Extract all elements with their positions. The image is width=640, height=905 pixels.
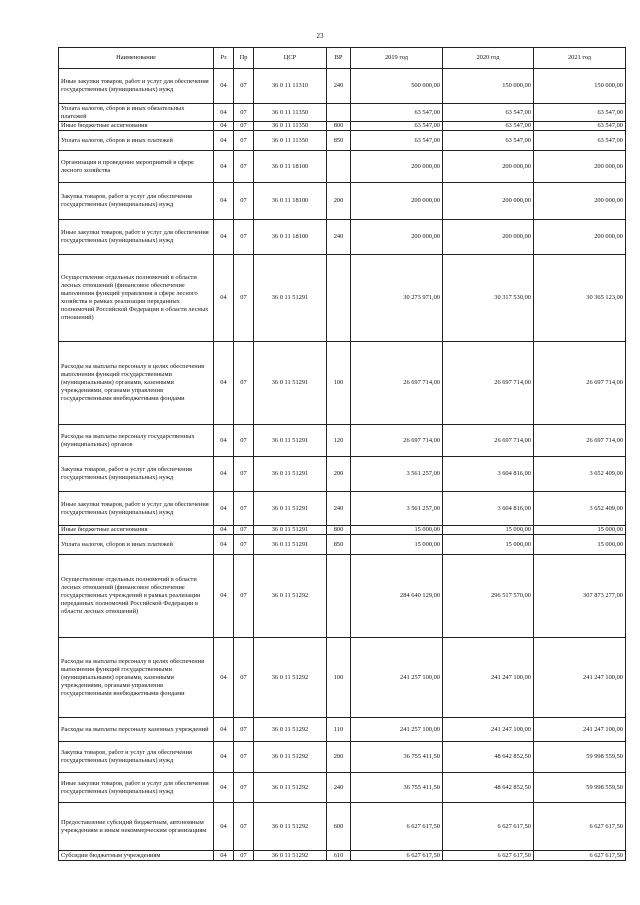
row-name-cell: Субсидии бюджетным учреждениям [59,851,214,861]
row-pr-cell: 07 [234,104,254,122]
row-csr-cell: 36 0 11 51292 [254,718,327,742]
row-rz-cell: 04 [214,457,234,492]
row-2020-cell: 200 000,00 [443,220,534,255]
row-csr-cell: 36 0 11 18100 [254,220,327,255]
table-row [59,803,626,851]
row-vr-cell: 240 [327,492,351,526]
row-name-cell: Иные закупки товаров, работ и услуг для обеспечения государственных (муниципальных) нужд [59,69,214,104]
row-2019-cell: 500 000,00 [351,69,443,104]
row-vr-cell: 100 [327,342,351,425]
row-csr-cell: 36 0 11 51292 [254,773,327,803]
table-row [59,526,626,535]
row-vr-cell: 200 [327,457,351,492]
row-csr-cell: 36 0 11 51292 [254,803,327,851]
row-pr-cell: 07 [234,803,254,851]
row-csr-cell: 36 0 11 11310 [254,69,327,104]
row-vr-cell [327,151,351,183]
row-2019-cell: 63 547,00 [351,122,443,131]
row-pr-cell: 07 [234,742,254,773]
row-2021-cell: 3 652 409,00 [534,457,626,492]
row-name-cell: Иные закупки товаров, работ и услуг для обеспечения государственных (муниципальных) нужд [59,492,214,526]
row-rz-cell: 04 [214,718,234,742]
row-rz-cell: 04 [214,104,234,122]
row-name-cell: Расходы на выплаты персоналу в целях обеспечения выполнения функций государственными (муниципальными) органами, казенными учреждениями, органами управления государственными внебюджетными фондами [59,638,214,718]
row-2021-cell: 15 000,00 [534,535,626,555]
row-pr-cell: 07 [234,183,254,220]
row-csr-cell: 36 0 11 11350 [254,131,327,151]
row-2020-cell: 48 642 852,50 [443,773,534,803]
table-row [59,492,626,526]
row-pr-cell: 07 [234,526,254,535]
row-2019-cell: 200 000,00 [351,151,443,183]
row-csr-cell: 36 0 11 51291 [254,535,327,555]
row-2021-cell: 6 627 617,50 [534,803,626,851]
row-2021-cell: 15 000,00 [534,526,626,535]
table-row [59,342,626,425]
row-rz-cell: 04 [214,425,234,457]
row-2020-cell: 63 547,00 [443,131,534,151]
row-2021-cell: 307 873 277,00 [534,555,626,638]
row-rz-cell: 04 [214,69,234,104]
row-pr-cell: 07 [234,718,254,742]
row-rz-cell: 04 [214,342,234,425]
row-2021-cell: 150 000,00 [534,69,626,104]
row-2020-cell: 15 000,00 [443,535,534,555]
row-2019-cell: 3 561 257,00 [351,457,443,492]
row-rz-cell: 04 [214,526,234,535]
row-2021-cell: 200 000,00 [534,151,626,183]
row-csr-cell: 36 0 11 18100 [254,183,327,220]
row-pr-cell: 07 [234,773,254,803]
row-name-cell: Закупка товаров, работ и услуг для обеспечения государственных (муниципальных) нужд [59,742,214,773]
row-vr-cell: 120 [327,425,351,457]
row-2020-cell: 3 604 816,00 [443,492,534,526]
row-2020-cell: 48 642 852,50 [443,742,534,773]
row-2019-cell: 26 697 714,00 [351,425,443,457]
row-2020-cell: 15 000,00 [443,526,534,535]
row-2020-cell: 200 000,00 [443,151,534,183]
row-2019-cell: 241 257 100,00 [351,718,443,742]
row-rz-cell: 04 [214,773,234,803]
row-vr-cell: 200 [327,742,351,773]
row-2021-cell: 241 247 100,00 [534,718,626,742]
row-vr-cell: 100 [327,638,351,718]
row-name-cell: Иные бюджетные ассигнования [59,122,214,131]
table-row [59,425,626,457]
row-2019-cell: 241 257 100,00 [351,638,443,718]
row-csr-cell: 36 0 11 51291 [254,425,327,457]
row-rz-cell: 04 [214,122,234,131]
row-csr-cell: 36 0 11 51291 [254,342,327,425]
header-2019: 2019 год [351,48,443,69]
row-2019-cell: 26 697 714,00 [351,342,443,425]
row-2020-cell: 200 000,00 [443,183,534,220]
row-pr-cell: 07 [234,131,254,151]
header-vr: ВР [327,48,351,69]
row-rz-cell: 04 [214,803,234,851]
budget-table [58,47,626,861]
row-rz-cell: 04 [214,220,234,255]
row-name-cell: Иные бюджетные ассигнования [59,526,214,535]
row-csr-cell: 36 0 11 51292 [254,555,327,638]
row-name-cell: Закупка товаров, работ и услуг для обеспечения государственных (муниципальных) нужд [59,457,214,492]
row-vr-cell: 600 [327,803,351,851]
row-2021-cell: 26 697 714,00 [534,425,626,457]
row-pr-cell: 07 [234,69,254,104]
row-2021-cell: 200 000,00 [534,183,626,220]
row-rz-cell: 04 [214,151,234,183]
row-vr-cell: 800 [327,122,351,131]
row-2019-cell: 63 547,00 [351,131,443,151]
row-vr-cell [327,104,351,122]
header-name: Наименование [59,48,214,69]
table-row [59,638,626,718]
table-row [59,718,626,742]
row-pr-cell: 07 [234,342,254,425]
row-2019-cell: 30 273 971,00 [351,255,443,342]
row-csr-cell: 36 0 11 51291 [254,255,327,342]
row-2020-cell: 6 627 617,50 [443,803,534,851]
table-row [59,151,626,183]
row-csr-cell: 36 0 11 51291 [254,526,327,535]
row-2020-cell: 30 317 530,00 [443,255,534,342]
row-2020-cell: 3 604 816,00 [443,457,534,492]
row-2019-cell: 36 755 411,50 [351,742,443,773]
row-2020-cell: 26 697 714,00 [443,342,534,425]
row-2021-cell: 63 547,00 [534,104,626,122]
row-name-cell: Расходы на выплаты персоналу казенных учреждений [59,718,214,742]
header-csr: ЦСР [254,48,327,69]
row-vr-cell: 800 [327,526,351,535]
row-2019-cell: 63 547,00 [351,104,443,122]
row-2021-cell: 59 998 559,50 [534,773,626,803]
row-2021-cell: 63 547,00 [534,122,626,131]
row-vr-cell: 240 [327,69,351,104]
row-2019-cell: 6 627 617,50 [351,851,443,861]
table-row [59,851,626,861]
row-2019-cell: 284 640 129,00 [351,555,443,638]
row-2021-cell: 63 547,00 [534,131,626,151]
table-row [59,104,626,122]
row-pr-cell: 07 [234,535,254,555]
row-csr-cell: 36 0 11 11350 [254,122,327,131]
row-2019-cell: 36 755 411,50 [351,773,443,803]
row-2020-cell: 296 517 570,00 [443,555,534,638]
table-row [59,773,626,803]
row-name-cell: Уплата налогов, сборов и иных обязательных платежей [59,104,214,122]
row-csr-cell: 36 0 11 51291 [254,457,327,492]
row-2021-cell: 30 365 123,00 [534,255,626,342]
row-rz-cell: 04 [214,255,234,342]
table-row [59,122,626,131]
row-vr-cell: 850 [327,535,351,555]
row-vr-cell: 240 [327,773,351,803]
row-pr-cell: 07 [234,220,254,255]
row-csr-cell: 36 0 11 51292 [254,638,327,718]
row-rz-cell: 04 [214,851,234,861]
row-name-cell: Иные закупки товаров, работ и услуг для обеспечения государственных (муниципальных) нужд [59,773,214,803]
row-vr-cell [327,255,351,342]
row-name-cell: Уплата налогов, сборов и иных платежей [59,131,214,151]
row-pr-cell: 07 [234,638,254,718]
row-2020-cell: 150 000,00 [443,69,534,104]
row-name-cell: Организация и проведение мероприятий в сфере лесного хозяйства [59,151,214,183]
header-pr: Пр [234,48,254,69]
row-pr-cell: 07 [234,492,254,526]
row-rz-cell: 04 [214,535,234,555]
row-2019-cell: 3 561 257,00 [351,492,443,526]
row-pr-cell: 07 [234,255,254,342]
row-vr-cell: 200 [327,183,351,220]
row-2020-cell: 26 697 714,00 [443,425,534,457]
row-2019-cell: 15 000,00 [351,526,443,535]
row-2020-cell: 63 547,00 [443,104,534,122]
row-2020-cell: 241 247 100,00 [443,638,534,718]
header-row [59,48,626,69]
row-2019-cell: 200 000,00 [351,220,443,255]
row-rz-cell: 04 [214,492,234,526]
row-rz-cell: 04 [214,742,234,773]
row-csr-cell: 36 0 11 51292 [254,851,327,861]
row-vr-cell: 110 [327,718,351,742]
row-rz-cell: 04 [214,183,234,220]
row-2021-cell: 6 627 617,50 [534,851,626,861]
row-2021-cell: 3 652 409,00 [534,492,626,526]
row-csr-cell: 36 0 11 11350 [254,104,327,122]
row-rz-cell: 04 [214,555,234,638]
table-row [59,220,626,255]
table-row [59,255,626,342]
table-row [59,183,626,220]
row-name-cell: Расходы на выплаты персоналу в целях обеспечения выполнения функций государственными (муниципальными) органами, казенными учреждениями, органами управления государственными внебюджетными фондами [59,342,214,425]
page-number: 23 [316,32,324,40]
row-vr-cell [327,555,351,638]
row-name-cell: Уплата налогов, сборов и иных платежей [59,535,214,555]
row-rz-cell: 04 [214,131,234,151]
header-rz: Рз [214,48,234,69]
row-name-cell: Иные закупки товаров, работ и услуг для обеспечения государственных (муниципальных) нужд [59,220,214,255]
row-vr-cell: 240 [327,220,351,255]
row-2021-cell: 241 247 100,00 [534,638,626,718]
table-row [59,69,626,104]
row-name-cell: Расходы на выплаты персоналу государственных (муниципальных) органов [59,425,214,457]
header-2021: 2021 год [534,48,626,69]
header-2020: 2020 год [443,48,534,69]
row-2019-cell: 200 000,00 [351,183,443,220]
row-pr-cell: 07 [234,425,254,457]
row-pr-cell: 07 [234,151,254,183]
row-pr-cell: 07 [234,851,254,861]
row-name-cell: Закупка товаров, работ и услуг для обеспечения государственных (муниципальных) нужд [59,183,214,220]
row-2020-cell: 241 247 100,00 [443,718,534,742]
row-2021-cell: 200 000,00 [534,220,626,255]
row-2019-cell: 6 627 617,50 [351,803,443,851]
row-2021-cell: 26 697 714,00 [534,342,626,425]
row-csr-cell: 36 0 11 18100 [254,151,327,183]
row-name-cell: Осуществление отдельных полномочий в области лесных отношений (финансовое обеспечение выполнения функций управления в сфере лесного хозяйства в рамках реализации переданных полномочий Российской Федерации в области лесных отношений) [59,255,214,342]
row-csr-cell: 36 0 11 51292 [254,742,327,773]
row-name-cell: Предоставление субсидий бюджетным, автономным учреждениям и иным некоммерческим организациям [59,803,214,851]
row-2019-cell: 15 000,00 [351,535,443,555]
row-2020-cell: 63 547,00 [443,122,534,131]
row-pr-cell: 07 [234,122,254,131]
table-row [59,535,626,555]
table-row [59,457,626,492]
row-2020-cell: 6 627 617,50 [443,851,534,861]
table-row [59,131,626,151]
row-pr-cell: 07 [234,457,254,492]
table-row [59,555,626,638]
row-name-cell: Осуществление отдельных полномочий в области лесных отношений (финансовое обеспечение государственных учреждений в рамках реализации переданных полномочий Российской Федерации в области лесных отношений) [59,555,214,638]
row-pr-cell: 07 [234,555,254,638]
row-2021-cell: 59 998 559,50 [534,742,626,773]
row-csr-cell: 36 0 11 51291 [254,492,327,526]
row-vr-cell: 610 [327,851,351,861]
table-row [59,742,626,773]
row-rz-cell: 04 [214,638,234,718]
row-vr-cell: 850 [327,131,351,151]
